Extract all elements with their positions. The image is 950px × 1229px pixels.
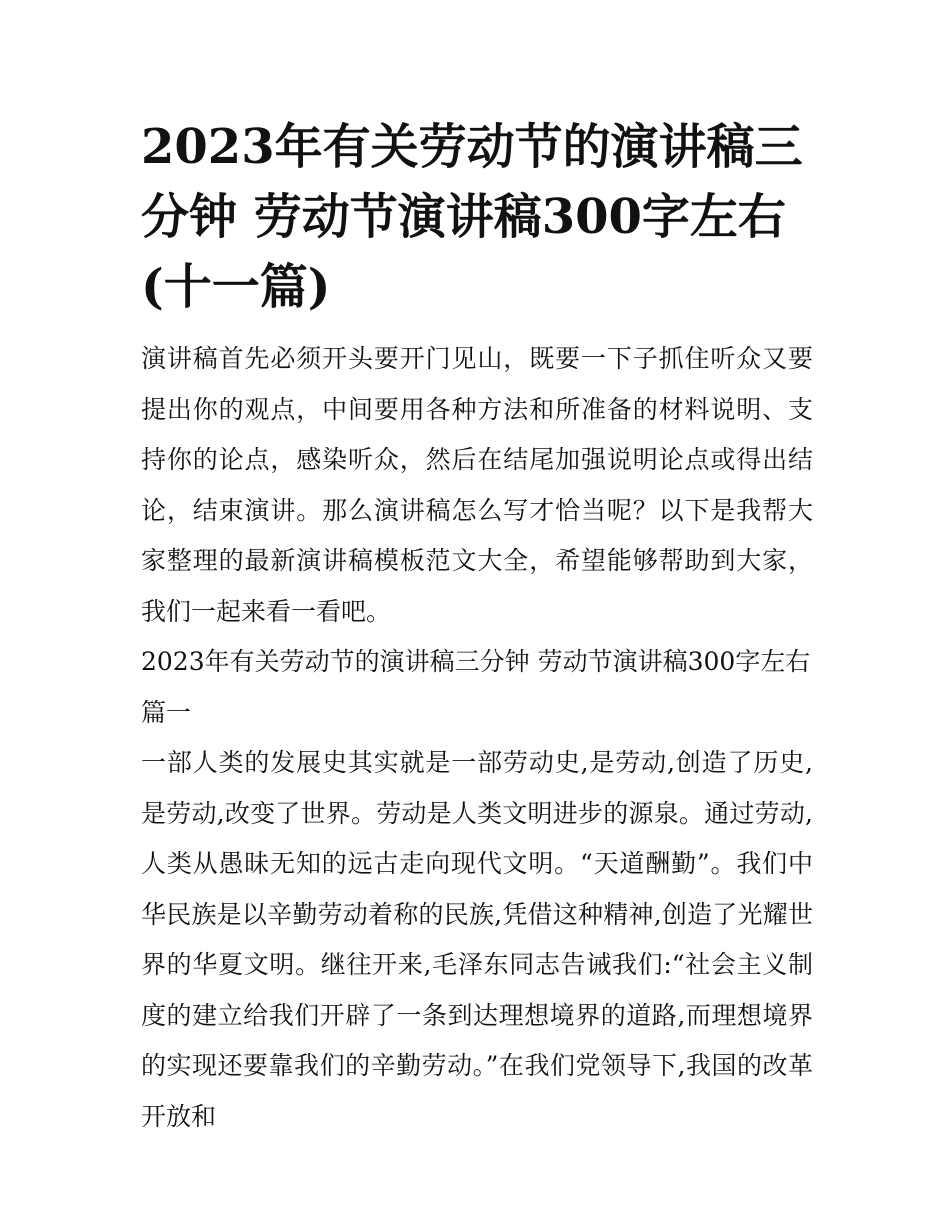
section-heading: 2023年有关劳动节的演讲稿三分钟 劳动节演讲稿300字左右篇一 [141, 647, 811, 727]
intro-paragraph: 演讲稿首先必须开头要开门见山，既要一下子抓住听众又要提出你的观点，中间要用各种方法和所准备的材料说明、支持你的论点，感染听众，然后在结尾加强说明论点或得出结论，结束演讲。那么演讲稿怎么写才恰当呢？以下是我帮大家整理的最新演讲稿模板范文大全，希望能够帮助到大家，我们一起来看一看吧。 [141, 344, 813, 626]
document-title: 2023年有关劳动节的演讲稿三分钟 劳动节演讲稿300字左右(十一篇) [141, 119, 803, 315]
document-page [141, 112, 813, 1142]
section-body-paragraph: 一部人类的发展史其实就是一部劳动史,是劳动,创造了历史,是劳动,改变了世界。劳动是人类文明进步的源泉。通过劳动,人类从愚昧无知的远古走向现代文明。“天道酬勤”。我们中华民族是以辛勤劳动着称的民族,凭借这种精神,创造了光耀世界的华夏文明。继往开来,毛泽东同志告诫我们:“社会主义制度的建立给我们开辟了一条到达理想境界的道路,而理想境界的实现还要靠我们的辛勤劳动。”在我们党领导下,我国的改革开放和 [141, 748, 813, 1131]
